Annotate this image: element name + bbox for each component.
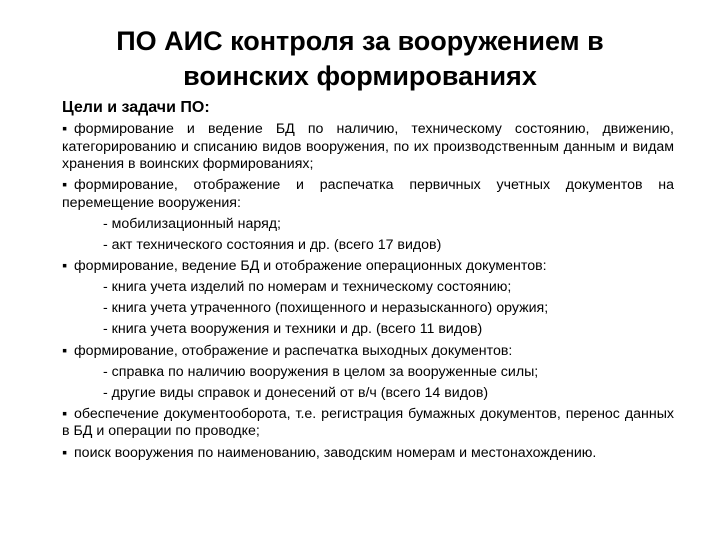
bullet-text: формирование, ведение БД и отображение операционных документов: <box>74 258 547 275</box>
sub-item: - справка по наличию вооружения в целом за вооруженные силы; <box>103 363 539 380</box>
bullet-marker-icon: ▪ <box>62 444 68 461</box>
section-subtitle: Цели и задачи ПО: <box>62 99 210 116</box>
bullet-marker-icon: ▪ <box>62 177 68 194</box>
slide-content <box>62 98 674 466</box>
bullet-marker-icon: ▪ <box>62 121 68 137</box>
bullet-item <box>62 445 674 463</box>
bullet-marker-icon: ▪ <box>62 258 68 275</box>
bullet-text: обеспечение документооборота, т.е. регистрация бумажных документов, перенос данных в БД и операции по проводке; <box>62 405 674 440</box>
sub-item: - книга учета вооружения и техники и др. (всего 11 видов) <box>103 321 483 338</box>
sub-item: - акт технического состояния и др. (всего 17 видов) <box>103 237 442 254</box>
bullet-item <box>62 406 674 441</box>
title-line-2: воинских формированиях <box>183 61 537 91</box>
bullet-text: формирование и ведение БД по наличию, техническому состоянию, движению, категорированию и списанию видов вооружения, по их производственным данным и видам хранения в воинских формированиях; <box>62 121 674 173</box>
bullet-item <box>62 177 674 212</box>
bullet-item <box>62 343 674 361</box>
sub-item: - мобилизационный наряд; <box>103 215 281 232</box>
bullet-text: поиск вооружения по наименованию, заводским номерам и местонахождению. <box>74 444 597 461</box>
bullet-text: формирование, отображение и распечатка первичных учетных документов на перемещение вооружения: <box>62 177 674 211</box>
bullet-item <box>62 258 674 276</box>
title-line-1: ПО АИС контроля за вооружением в <box>116 26 604 56</box>
bullet-marker-icon: ▪ <box>62 405 68 422</box>
bullet-item <box>62 121 674 174</box>
sub-item: - другие виды справок и донесений от в/ч (всего 14 видов) <box>103 384 489 401</box>
bullet-text: формирование, отображение и распечатка выходных документов: <box>74 342 513 359</box>
sub-item: - книга учета утраченного (похищенного и неразысканного) оружия; <box>103 300 549 317</box>
slide-title <box>0 24 720 94</box>
bullet-marker-icon: ▪ <box>62 342 68 359</box>
sub-item: - книга учета изделий по номерам и техническому состоянию; <box>103 279 512 296</box>
